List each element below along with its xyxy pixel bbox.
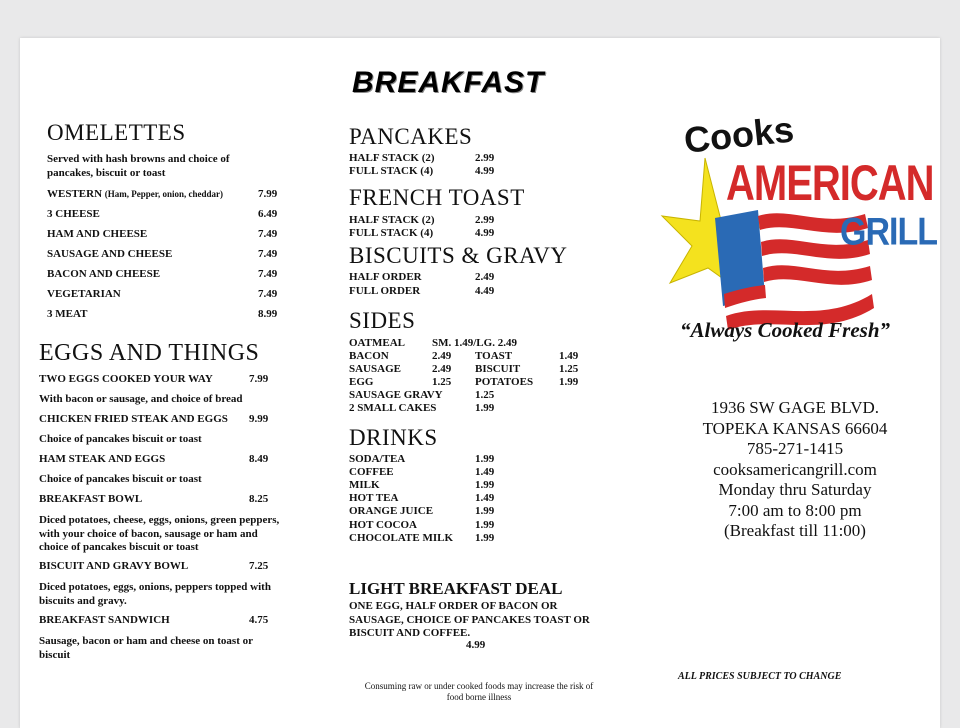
deal-price: 4.99: [466, 639, 486, 651]
menu-item-price: 4.75: [249, 614, 269, 626]
menu-item-price: 4.99: [475, 227, 495, 239]
menu-item: HOT TEA: [349, 492, 399, 504]
menu-item-price: 1.25: [559, 363, 579, 375]
menu-item-price: 1.99: [475, 453, 495, 465]
menu-item: SAUSAGE: [349, 363, 401, 375]
menu-item: BISCUIT AND GRAVY BOWL: [39, 560, 189, 572]
menu-item-price: SM. 1.49/LG. 2.49: [432, 337, 517, 349]
menu-item-price: 1.25: [432, 376, 452, 388]
menu-item: COFFEE: [349, 466, 394, 478]
menu-item-desc: Choice of pancakes biscuit or toast: [39, 473, 202, 485]
open-days: Monday thru Saturday: [718, 480, 872, 499]
menu-item: CHOCOLATE MILK: [349, 532, 454, 544]
menu-item: SODA/TEA: [349, 453, 406, 465]
drinks-heading: DRINKS: [349, 425, 438, 450]
menu-item-price: 8.25: [249, 493, 269, 505]
deal-desc: ONE EGG, HALF ORDER OF BACON OR SAUSAGE, CHOICE OF PANCAKES TOAST OR BISCUIT AND COFFEE.: [349, 600, 590, 639]
menu-item: EGG: [349, 376, 374, 388]
menu-item-price: 7.49: [258, 228, 278, 240]
open-hours: 7:00 am to 8:00 pm: [728, 500, 862, 520]
menu-item: BACON: [349, 350, 389, 362]
menu-item-price: 1.49: [475, 492, 495, 504]
sides-heading: SIDES: [349, 308, 416, 333]
menu-item-price: 4.49: [475, 285, 495, 297]
restaurant-logo: [660, 108, 937, 358]
address: 1936 SW GAGE BLVD.: [710, 398, 880, 417]
menu-item-desc: Choice of pancakes biscuit or toast: [39, 433, 202, 445]
website: cooksamericangrill.com: [713, 459, 877, 479]
menu-item: SAUSAGE AND CHEESE: [47, 248, 173, 260]
disclaimer: Consuming raw or under cooked foods may increase the risk of food borne illness: [364, 681, 594, 702]
menu-item: 3 CHEESE: [47, 208, 100, 220]
menu-item: FULL STACK (4): [349, 227, 434, 239]
menu-item-price: 1.49: [475, 466, 495, 478]
city: TOPEKA KANSAS 66604: [702, 418, 888, 438]
menu-item: CHICKEN FRIED STEAK AND EGGS: [39, 413, 228, 425]
menu-item-price: 2.49: [475, 271, 495, 283]
prices-note: ALL PRICES SUBJECT TO CHANGE: [678, 671, 842, 682]
menu-item-desc: Diced potatoes, eggs, onions, peppers topped with biscuits and gravy.: [39, 581, 271, 607]
logo-line2: AMERICAN: [726, 156, 934, 211]
menu-item: BACON AND CHEESE: [47, 268, 161, 280]
menu-item: BREAKFAST SANDWICH: [39, 614, 170, 626]
menu-item-price: 8.49: [249, 453, 269, 465]
menu-item: HALF STACK (2): [349, 214, 435, 226]
menu-item: ORANGE JUICE: [349, 505, 434, 517]
menu-item-desc: With bacon or sausage, and choice of bread: [39, 393, 243, 405]
logo-line1: Cooks: [682, 108, 796, 161]
menu-item-price: 7.99: [249, 373, 269, 385]
menu-item: FULL STACK (4): [349, 165, 434, 177]
restaurant-info: [680, 398, 910, 542]
logo-line3: GRILL: [840, 210, 937, 254]
menu-item-price: 2.99: [475, 214, 495, 226]
menu-item: SAUSAGE GRAVY: [349, 389, 443, 401]
menu-item-price: 1.99: [475, 479, 495, 491]
menu-item: VEGETARIAN: [47, 288, 121, 300]
menu-item-price: 2.49: [432, 350, 452, 362]
menu-page: [20, 38, 940, 728]
eggs-heading: EGGS AND THINGS: [39, 340, 260, 366]
menu-item-price: 7.49: [258, 288, 278, 300]
menu-item-price: 7.49: [258, 268, 278, 280]
menu-item-price: 7.25: [249, 560, 269, 572]
menu-item-price: 1.99: [475, 505, 495, 517]
menu-title: BREAKFAST: [352, 66, 545, 99]
phone: 785-271-1415: [746, 439, 844, 458]
menu-item: HALF ORDER: [349, 271, 422, 283]
menu-item-price: 6.49: [258, 208, 278, 220]
menu-item: BREAKFAST BOWL: [39, 493, 143, 505]
menu-item-price: 4.99: [475, 165, 495, 177]
menu-item: POTATOES: [475, 376, 534, 388]
menu-item: TWO EGGS COOKED YOUR WAY: [39, 373, 213, 385]
menu-item: TOAST: [475, 350, 513, 362]
biscuits-heading: BISCUITS & GRAVY: [349, 243, 568, 268]
menu-item: HAM STEAK AND EGGS: [39, 453, 166, 465]
menu-item: BISCUIT: [475, 363, 521, 375]
menu-item: MILK: [349, 479, 380, 491]
omelettes-heading: OMELETTES: [47, 120, 186, 145]
menu-item-price: 1.99: [475, 532, 495, 544]
breakfast-hours: (Breakfast till 11:00): [724, 521, 866, 540]
menu-item-price: 1.25: [475, 389, 495, 401]
menu-item-price: 2.99: [475, 152, 495, 164]
menu-item-price: 7.99: [258, 188, 278, 200]
menu-item-desc: Sausage, bacon or ham and cheese on toast or biscuit: [39, 635, 253, 661]
menu-item: HOT COCOA: [349, 519, 417, 531]
deal-heading: LIGHT BREAKFAST DEAL: [349, 579, 563, 598]
menu-item-desc: Diced potatoes, cheese, eggs, onions, green peppers, with your choice of bacon, sausage or ham and choice of pancakes biscuit or toast: [39, 514, 280, 553]
pancakes-heading: PANCAKES: [349, 124, 473, 149]
menu-item-price: 1.49: [559, 350, 579, 362]
menu-item: FULL ORDER: [349, 285, 421, 297]
menu-item-price: 1.99: [559, 376, 579, 388]
menu-item: 3 MEAT: [47, 308, 88, 320]
menu-item-price: 1.99: [475, 402, 495, 414]
omelettes-note: Served with hash browns and choice of pancakes, biscuit or toast: [47, 153, 230, 179]
menu-item-price: 2.49: [432, 363, 452, 375]
menu-item: HALF STACK (2): [349, 152, 435, 164]
menu-item: WESTERN (Ham, Pepper, onion, cheddar): [47, 188, 223, 200]
menu-item-price: 7.49: [258, 248, 278, 260]
menu-item-price: 8.99: [258, 308, 278, 320]
menu-item-price: 9.99: [249, 413, 269, 425]
menu-item: OATMEAL: [349, 337, 406, 349]
logo-tagline: “Always Cooked Fresh”: [680, 318, 891, 342]
menu-item: HAM AND CHEESE: [47, 228, 148, 240]
french-toast-heading: FRENCH TOAST: [349, 185, 525, 210]
menu-item-price: 1.99: [475, 519, 495, 531]
menu-item: 2 SMALL CAKES: [349, 402, 437, 414]
